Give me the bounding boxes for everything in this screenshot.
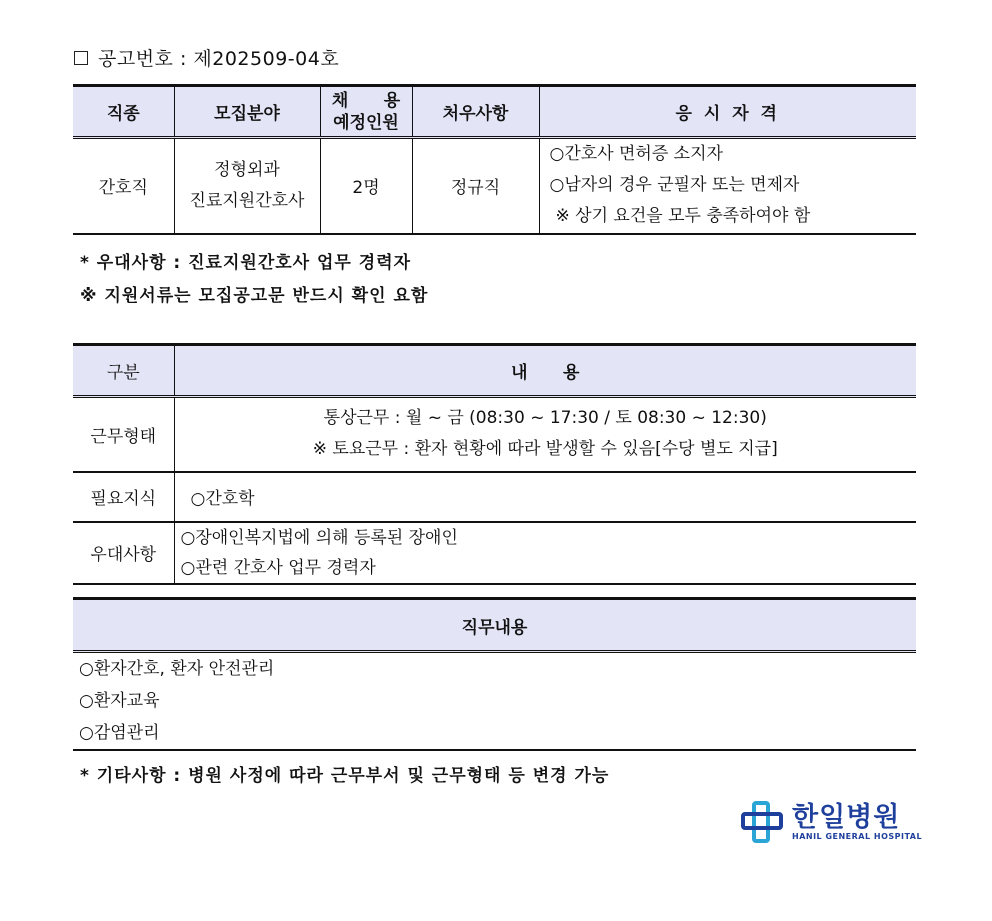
checkbox-icon <box>74 51 88 65</box>
preferences-content <box>174 522 916 584</box>
label-knowledge: 필요지식 <box>73 472 174 522</box>
header-content: 내 용 <box>174 345 916 397</box>
hospital-logo <box>740 800 922 844</box>
work-type-line1: 통상근무 : 월 ~ 금 (08:30 ~ 17:30 / 토 08:30 ~ 12:30) <box>323 408 767 429</box>
header-qualification: 응 시 자 격 <box>539 86 916 138</box>
cell-field <box>174 138 320 234</box>
duties-content <box>73 652 916 751</box>
header-count-line2: 예정인원 <box>333 112 399 133</box>
header-count <box>320 86 412 138</box>
cell-qualifications <box>539 138 916 234</box>
cell-treatment: 정규직 <box>412 138 539 234</box>
cell-job-type: 간호직 <box>73 138 174 234</box>
preference-item: ○장애인복지법에 의해 등록된 장애인 <box>180 527 458 548</box>
header-category: 구분 <box>73 345 174 397</box>
documents-note: ※ 지원서류는 모집공고문 반드시 확인 요함 <box>80 286 429 306</box>
announcement-heading <box>74 44 339 71</box>
recruitment-table <box>73 84 916 235</box>
duties-table <box>73 597 916 751</box>
knowledge-value: ○간호학 <box>174 472 916 522</box>
qualification-item: ○간호사 면허증 소지자 <box>549 144 723 165</box>
logo-name: 한일병원 <box>792 801 901 833</box>
cell-field-line1: 정형외과 <box>214 159 280 180</box>
duty-item: ○환자교육 <box>79 691 160 711</box>
work-type-content <box>174 397 916 472</box>
label-work-type: 근무형태 <box>73 397 174 472</box>
preference-note: * 우대사항 : 진료지원간호사 업무 경력자 <box>80 253 412 273</box>
qualification-note: ※ 상기 요건을 모두 충족하여야 함 <box>555 206 811 227</box>
duty-item: ○환자간호, 환자 안전관리 <box>79 659 275 679</box>
duty-item: ○감염관리 <box>79 723 160 743</box>
medical-cross-icon <box>740 800 786 844</box>
cell-field-line2: 진료지원간호사 <box>189 190 305 211</box>
header-count-line1: 채 용 <box>331 90 401 111</box>
cell-count: 2명 <box>320 138 412 234</box>
duties-header: 직무내용 <box>73 599 916 652</box>
preference-item: ○관련 간호사 업무 경력자 <box>180 557 376 578</box>
detail-table <box>73 343 916 585</box>
header-job-type: 직종 <box>73 86 174 138</box>
header-field: 모집분야 <box>174 86 320 138</box>
header-treatment: 처우사항 <box>412 86 539 138</box>
qualification-item: ○남자의 경우 군필자 또는 면제자 <box>549 175 800 196</box>
announcement-label: 공고번호 : 제202509-04호 <box>98 48 340 70</box>
other-note: * 기타사항 : 병원 사정에 따라 근무부서 및 근무형태 등 변경 가능 <box>80 766 610 786</box>
label-preferences: 우대사항 <box>73 522 174 584</box>
work-type-line2: ※ 토요근무 : 환자 현황에 따라 발생할 수 있음[수당 별도 지급] <box>312 439 778 460</box>
logo-subtitle: HANIL GENERAL HOSPITAL <box>792 831 923 841</box>
